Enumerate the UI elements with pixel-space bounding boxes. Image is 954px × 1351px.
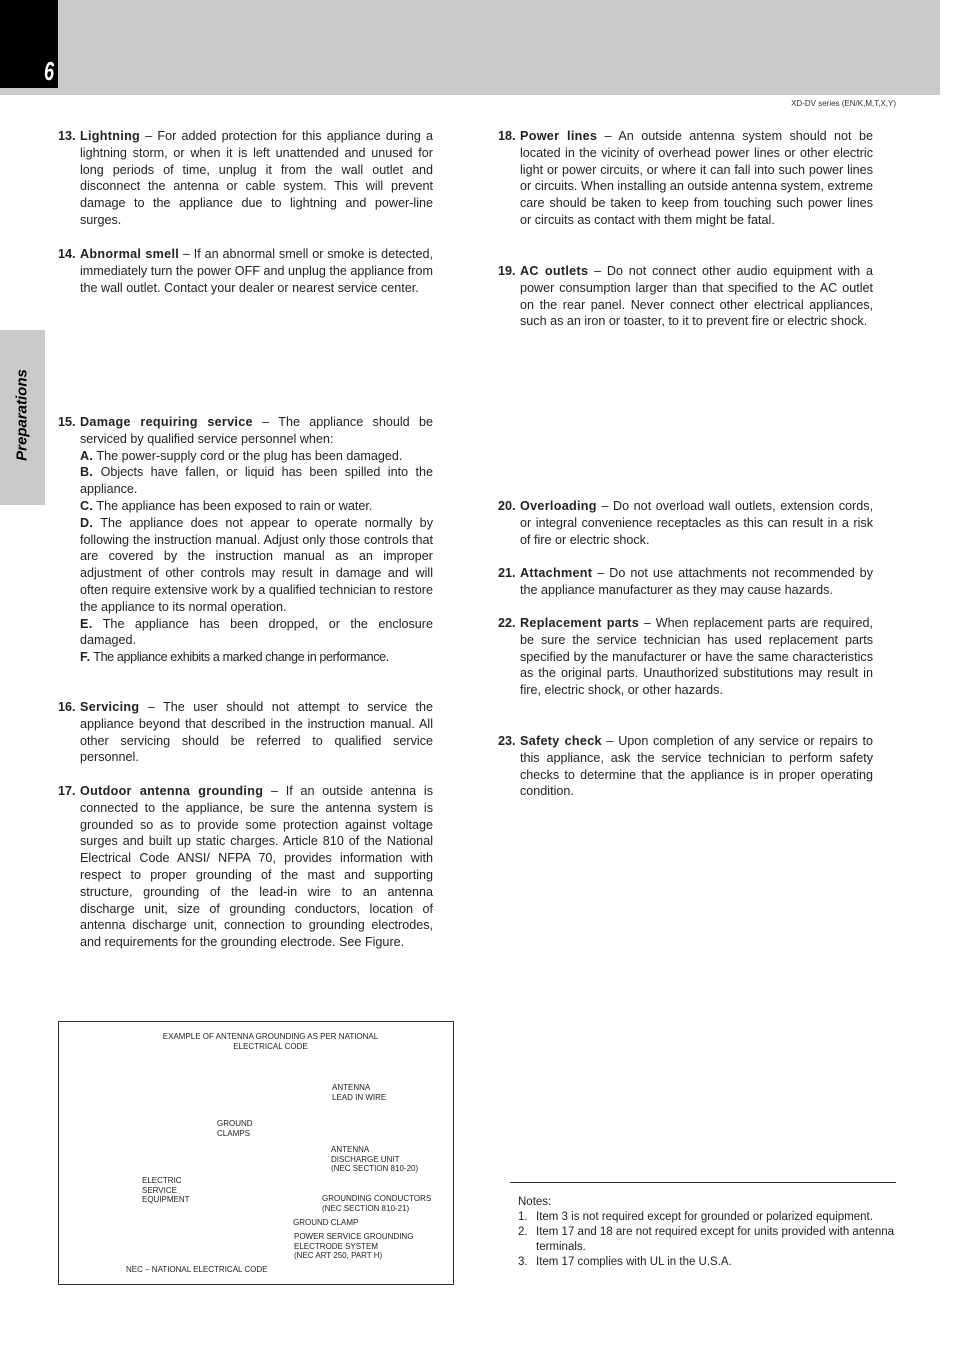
- item-14: [58, 246, 433, 296]
- item-19: [498, 263, 873, 330]
- item-number: 13.: [58, 129, 76, 143]
- item-title: Replacement parts: [520, 616, 640, 630]
- item-number: 14.: [58, 247, 76, 261]
- sub-item-a: A. The power-supply cord or the plug has been damaged.: [80, 448, 403, 463]
- item-number: 15.: [58, 415, 76, 429]
- item-title: Attachment: [520, 566, 593, 580]
- figure-title: EXAMPLE OF ANTENNA GROUNDING AS PER NATIONAL ELECTRICAL CODE: [162, 1032, 379, 1051]
- page-number-box: [0, 0, 58, 88]
- sub-item-d: D. The appliance does not appear to operate normally by following the instruction manual. Adjust only those controls that are covered by the instruction manual as an improper adjustment of other controls may result in damage and will often require extensive work by a qualified technician to restore the appliance to its normal operation.: [80, 515, 433, 614]
- item-title: Outdoor antenna grounding: [80, 784, 264, 798]
- item-number: 19.: [498, 264, 516, 278]
- label-ground-clamp: GROUND CLAMP: [293, 1218, 359, 1227]
- note-item: 1. Item 3 is not required except for grounded or polarized equipment.: [518, 1211, 873, 1223]
- label-discharge-unit: ANTENNA DISCHARGE UNIT (NEC SECTION 810-20): [331, 1145, 419, 1173]
- item-13: [58, 128, 433, 229]
- item-text: – For added protection for this appliance during a lightning storm, or when it is left unattended and unused for long periods of time, unplug it from the wall outlet and disconnect the antenna or cable system. This will prevent damage to the appliance due to lightning and power-line surges.: [80, 129, 433, 227]
- item-text: – If an abnormal smell or smoke is detected, immediately turn the power OFF and unplug the appliance from the wall outlet. Contact your dealer or nearest service center.: [80, 247, 433, 295]
- item-title: Overloading: [520, 499, 597, 513]
- item-text: – The appliance should be serviced by qualified service personnel when:: [80, 415, 433, 446]
- header-bar: [0, 0, 940, 95]
- item-15: [58, 414, 433, 666]
- label-power-service: POWER SERVICE GROUNDING ELECTRODE SYSTEM (NEC ART 250, PART H): [294, 1232, 414, 1260]
- sub-item-c: C. The appliance has been exposed to rain or water.: [80, 498, 373, 513]
- item-23: [498, 733, 873, 800]
- item-text: – Do not use attachments not recommended by the appliance manufacturer as they may cause hazards.: [520, 566, 873, 597]
- item-number: 16.: [58, 700, 76, 714]
- sub-item-f: F. The appliance exhibits a marked change in performance.: [80, 650, 389, 665]
- item-text: – If an outside antenna is connected to the appliance, be sure the antenna system is grounded so as to provide some protection against voltage surges and built up static charges. Article 810 of the National Electrical Code ANSI/ NFPA 70, provides information with respect to proper grounding of the mast and supporting structure, grounding of the lead-in wire to an antenna discharge unit, size of grounding conductors, location of antenna discharge unit, connection to grounding electrodes, and requirements for the grounding electrode. See Figure.: [80, 784, 433, 950]
- item-21: [498, 565, 873, 599]
- antenna-grounding-figure: [58, 1021, 454, 1285]
- item-title: Lightning: [80, 129, 141, 143]
- note-item: 3. Item 17 complies with UL in the U.S.A.: [518, 1256, 732, 1268]
- item-16: [58, 699, 433, 766]
- item-22: [498, 615, 873, 699]
- item-17: [58, 783, 433, 951]
- item-number: 17.: [58, 784, 76, 798]
- item-text: – An outside antenna system should not be located in the vicinity of overhead power lines or other electric light or power circuits, or where it can fall into such power lines or circuits. When installing an outside antenna system, extreme care should be taken to keep from touching such power lines or circuits as contact with them might be fatal.: [520, 129, 873, 227]
- note-item: 2. Item 17 and 18 are not required except for units provided with antenna terminals.: [518, 1226, 895, 1253]
- item-text: – Do not connect other audio equipment with a power consumption larger than that specified to the AC outlet on the rear panel. Never connect other electrical appliances, such as an iron or toaster, to it to prevent fire or electric shock.: [520, 264, 873, 329]
- notes-heading: Notes:: [518, 1196, 552, 1208]
- label-electric-service: ELECTRIC SERVICE EQUIPMENT: [142, 1176, 190, 1204]
- label-antenna-lead: ANTENNA LEAD IN WIRE: [332, 1083, 387, 1102]
- item-title: AC outlets: [520, 264, 589, 278]
- item-text: – When replacement parts are required, be sure the service technician has used replacement parts specified by the manufacturer or have the same characteristics as the original parts. Unauthorized substitutions may result in fire, electric shock, or other hazards.: [520, 616, 873, 698]
- label-nec-note: NEC – NATIONAL ELECTRICAL CODE: [126, 1265, 268, 1274]
- page-number: 6: [44, 56, 55, 86]
- notes-divider: [510, 1182, 896, 1183]
- item-number: 18.: [498, 129, 516, 143]
- series-label: XD-DV series (EN/K,M,T,X,Y): [791, 99, 896, 108]
- sub-item-e: E. The appliance has been dropped, or the enclosure damaged.: [80, 616, 433, 648]
- item-number: 21.: [498, 566, 516, 580]
- item-title: Damage requiring service: [80, 415, 253, 429]
- item-text: – Upon completion of any service or repairs to this appliance, ask the service technician to perform safety checks to determine that the appliance is in proper operating condition.: [520, 734, 873, 799]
- item-number: 23.: [498, 734, 516, 748]
- item-number: 20.: [498, 499, 516, 513]
- item-title: Power lines: [520, 129, 598, 143]
- side-tab-label: Preparations: [13, 369, 31, 461]
- item-18: [498, 128, 873, 229]
- notes: [518, 1195, 896, 1270]
- item-number: 22.: [498, 616, 516, 630]
- item-title: Abnormal smell: [80, 247, 180, 261]
- item-text: – Do not overload wall outlets, extension cords, or integral convenience receptacles as this can result in a risk of fire or electric shock.: [520, 499, 873, 547]
- item-text: – The user should not attempt to service the appliance beyond that described in the instruction manual. All other servicing should be referred to qualified service personnel.: [80, 700, 433, 765]
- label-grounding-conductors: GROUNDING CONDUCTORS (NEC SECTION 810-21): [322, 1194, 432, 1213]
- sub-item-b: B. Objects have fallen, or liquid has been spilled into the appliance.: [80, 465, 433, 497]
- item-title: Servicing: [80, 700, 140, 714]
- label-ground-clamps: GROUND CLAMPS: [217, 1119, 253, 1138]
- item-title: Safety check: [520, 734, 602, 748]
- item-20: [498, 498, 873, 548]
